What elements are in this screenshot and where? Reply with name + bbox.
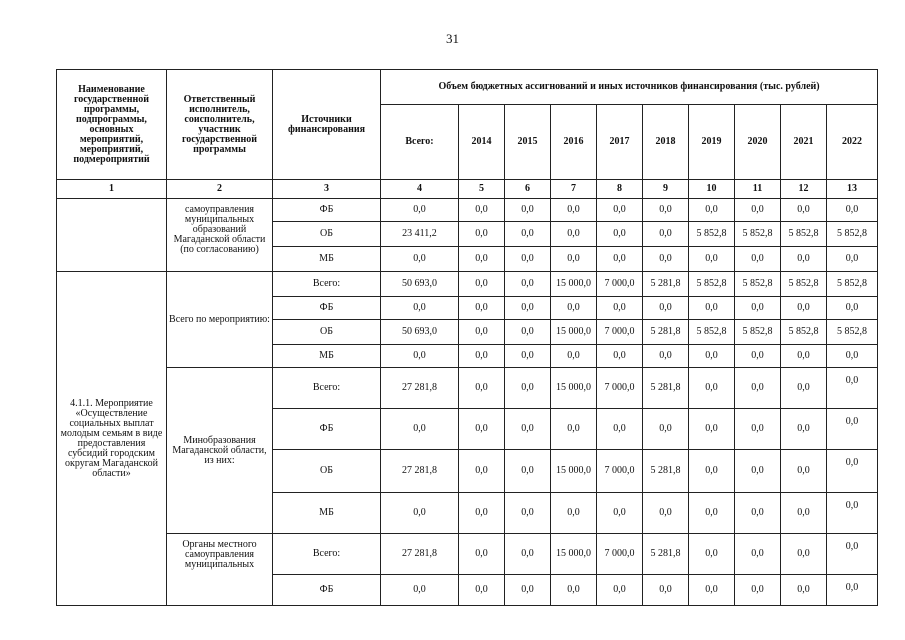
- value-cell: 0,0: [735, 493, 781, 534]
- header-year: 2020: [735, 105, 781, 180]
- value-cell: 5 852,8: [735, 320, 781, 345]
- value-cell: 0,0: [381, 297, 459, 320]
- source-cell: ОБ: [273, 320, 381, 345]
- value-cell: 0,0: [827, 199, 878, 222]
- header-year: 2016: [551, 105, 597, 180]
- value-cell: 0,0: [781, 199, 827, 222]
- value-cell: 0,0: [459, 272, 505, 297]
- value-cell: 0,0: [505, 345, 551, 368]
- column-number: 6: [505, 180, 551, 199]
- value-cell: 50 693,0: [381, 272, 459, 297]
- header-sources: Источники финансирования: [273, 70, 381, 180]
- value-cell: 0,0: [505, 409, 551, 450]
- source-cell: Всего:: [273, 368, 381, 409]
- value-cell: 0,0: [551, 345, 597, 368]
- value-cell: 0,0: [735, 297, 781, 320]
- source-cell: ФБ: [273, 297, 381, 320]
- header-year: 2022: [827, 105, 878, 180]
- value-cell: 0,0: [689, 450, 735, 493]
- source-cell: ФБ: [273, 409, 381, 450]
- value-cell: 0,0: [459, 450, 505, 493]
- value-cell: 5 852,8: [689, 320, 735, 345]
- column-number: 4: [381, 180, 459, 199]
- value-cell: 5 281,8: [643, 450, 689, 493]
- value-cell: 7 000,0: [597, 368, 643, 409]
- value-cell: 0,0: [643, 409, 689, 450]
- value-cell: 0,0: [551, 222, 597, 247]
- value-cell: 7 000,0: [597, 534, 643, 575]
- value-cell: 0,0: [689, 297, 735, 320]
- value-cell: 0,0: [643, 247, 689, 272]
- value-cell: 0,0: [827, 247, 878, 272]
- value-cell: 0,0: [643, 575, 689, 606]
- source-cell: МБ: [273, 345, 381, 368]
- page-number: 31: [446, 31, 459, 46]
- value-cell: 50 693,0: [381, 320, 459, 345]
- value-cell: 0,0: [781, 368, 827, 409]
- value-cell: 0,0: [735, 199, 781, 222]
- value-cell: 5 852,8: [781, 222, 827, 247]
- header-year: 2017: [597, 105, 643, 180]
- table-row: [57, 272, 878, 297]
- value-cell: 0,0: [781, 345, 827, 368]
- value-cell: 7 000,0: [597, 320, 643, 345]
- value-cell: 5 852,8: [735, 272, 781, 297]
- value-cell: 23 411,2: [381, 222, 459, 247]
- header-year: 2015: [505, 105, 551, 180]
- value-cell: 0,0: [597, 222, 643, 247]
- header-total: Всего:: [381, 105, 459, 180]
- source-cell: ФБ: [273, 199, 381, 222]
- value-cell: 5 852,8: [689, 272, 735, 297]
- value-cell: 0,0: [643, 493, 689, 534]
- value-cell: 0,0: [505, 534, 551, 575]
- value-cell: 15 000,0: [551, 272, 597, 297]
- value-cell: 0,0: [381, 345, 459, 368]
- value-cell: 5 281,8: [643, 272, 689, 297]
- value-cell: 0,0: [381, 409, 459, 450]
- value-cell: 0,0: [597, 345, 643, 368]
- value-cell: 0,0: [827, 345, 878, 368]
- value-cell: 0,0: [459, 493, 505, 534]
- column-number: 13: [827, 180, 878, 199]
- column-number: 3: [273, 180, 381, 199]
- value-cell: 0,0: [827, 368, 878, 409]
- column-number: 2: [167, 180, 273, 199]
- value-cell: 0,0: [689, 247, 735, 272]
- value-cell: 5 281,8: [643, 534, 689, 575]
- value-cell: 0,0: [551, 199, 597, 222]
- value-cell: 0,0: [781, 297, 827, 320]
- value-cell: 0,0: [381, 493, 459, 534]
- source-cell: МБ: [273, 493, 381, 534]
- value-cell: 0,0: [643, 345, 689, 368]
- column-number: 5: [459, 180, 505, 199]
- value-cell: 0,0: [597, 493, 643, 534]
- value-cell: 0,0: [459, 222, 505, 247]
- value-cell: 0,0: [827, 534, 878, 575]
- value-cell: 0,0: [827, 450, 878, 493]
- value-cell: 0,0: [643, 199, 689, 222]
- value-cell: 5 281,8: [643, 320, 689, 345]
- value-cell: 0,0: [551, 409, 597, 450]
- table-row: [57, 534, 878, 575]
- header-year: 2019: [689, 105, 735, 180]
- value-cell: 15 000,0: [551, 368, 597, 409]
- value-cell: 0,0: [597, 297, 643, 320]
- value-cell: 0,0: [735, 409, 781, 450]
- value-cell: 0,0: [597, 199, 643, 222]
- source-cell: ФБ: [273, 575, 381, 606]
- value-cell: 0,0: [827, 297, 878, 320]
- value-cell: 5 281,8: [643, 368, 689, 409]
- header-year: 2018: [643, 105, 689, 180]
- table-row: [57, 368, 878, 409]
- value-cell: 15 000,0: [551, 320, 597, 345]
- value-cell: 0,0: [689, 534, 735, 575]
- value-cell: 5 852,8: [781, 320, 827, 345]
- value-cell: 0,0: [781, 450, 827, 493]
- value-cell: 5 852,8: [827, 272, 878, 297]
- value-cell: 0,0: [505, 247, 551, 272]
- source-cell: ОБ: [273, 450, 381, 493]
- source-cell: МБ: [273, 247, 381, 272]
- header-executor: Ответственный исполнитель, соисполнитель, участник государственной программы: [167, 70, 273, 180]
- value-cell: 0,0: [505, 450, 551, 493]
- value-cell: 5 852,8: [827, 320, 878, 345]
- value-cell: 5 852,8: [827, 222, 878, 247]
- value-cell: 0,0: [735, 575, 781, 606]
- value-cell: 0,0: [597, 247, 643, 272]
- value-cell: 0,0: [505, 320, 551, 345]
- value-cell: 0,0: [735, 450, 781, 493]
- value-cell: 0,0: [735, 534, 781, 575]
- value-cell: 0,0: [381, 247, 459, 272]
- header-budget-group: Объем бюджетных ассигнований и иных источников финансирования (тыс. рублей): [381, 70, 878, 105]
- source-cell: Всего:: [273, 272, 381, 297]
- value-cell: 0,0: [505, 199, 551, 222]
- value-cell: 0,0: [381, 575, 459, 606]
- measure-name-cell: 4.1.1. Мероприятие «Осуществление социальных выплат молодым семьям в виде предоставления субсидий городским округам Магаданской области»: [57, 272, 167, 606]
- value-cell: 0,0: [505, 297, 551, 320]
- value-cell: 0,0: [827, 409, 878, 450]
- value-cell: 0,0: [505, 272, 551, 297]
- value-cell: 0,0: [505, 368, 551, 409]
- header-year: 2014: [459, 105, 505, 180]
- value-cell: 0,0: [781, 534, 827, 575]
- value-cell: 0,0: [689, 368, 735, 409]
- value-cell: 0,0: [459, 534, 505, 575]
- source-cell: ОБ: [273, 222, 381, 247]
- column-number: 11: [735, 180, 781, 199]
- executor-cell: Органы местного самоуправления муниципальных: [167, 534, 273, 606]
- column-number: 7: [551, 180, 597, 199]
- header-year: 2021: [781, 105, 827, 180]
- value-cell: 0,0: [643, 297, 689, 320]
- value-cell: 0,0: [689, 409, 735, 450]
- value-cell: 0,0: [551, 297, 597, 320]
- value-cell: 0,0: [735, 345, 781, 368]
- value-cell: 15 000,0: [551, 450, 597, 493]
- value-cell: 27 281,8: [381, 450, 459, 493]
- source-cell: Всего:: [273, 534, 381, 575]
- column-number: 9: [643, 180, 689, 199]
- column-number: 12: [781, 180, 827, 199]
- executor-cell: Минобразования Магаданской области, из них:: [167, 368, 273, 534]
- empty-name-cell: [57, 199, 167, 272]
- value-cell: 0,0: [381, 199, 459, 222]
- value-cell: 5 852,8: [735, 222, 781, 247]
- value-cell: 0,0: [781, 493, 827, 534]
- value-cell: 0,0: [689, 493, 735, 534]
- value-cell: 27 281,8: [381, 534, 459, 575]
- value-cell: 0,0: [643, 222, 689, 247]
- executor-cell: Всего по мероприятию:: [167, 272, 273, 368]
- value-cell: 0,0: [551, 493, 597, 534]
- value-cell: 0,0: [551, 247, 597, 272]
- value-cell: 0,0: [735, 247, 781, 272]
- value-cell: 0,0: [781, 409, 827, 450]
- value-cell: 0,0: [459, 575, 505, 606]
- value-cell: 0,0: [459, 199, 505, 222]
- value-cell: 7 000,0: [597, 272, 643, 297]
- value-cell: 0,0: [459, 320, 505, 345]
- value-cell: 5 852,8: [689, 222, 735, 247]
- value-cell: 0,0: [597, 575, 643, 606]
- column-number: 1: [57, 180, 167, 199]
- value-cell: 0,0: [505, 575, 551, 606]
- value-cell: 0,0: [459, 247, 505, 272]
- value-cell: 0,0: [597, 409, 643, 450]
- column-number: 8: [597, 180, 643, 199]
- value-cell: 0,0: [459, 297, 505, 320]
- value-cell: 0,0: [689, 199, 735, 222]
- value-cell: 0,0: [827, 493, 878, 534]
- value-cell: 0,0: [735, 368, 781, 409]
- value-cell: 27 281,8: [381, 368, 459, 409]
- value-cell: 7 000,0: [597, 450, 643, 493]
- value-cell: 0,0: [827, 575, 878, 606]
- executor-cell: самоуправления муниципальных образований Магаданской области (по согласованию): [167, 199, 273, 272]
- value-cell: 0,0: [505, 493, 551, 534]
- value-cell: 0,0: [459, 345, 505, 368]
- financing-table: [56, 69, 878, 606]
- value-cell: 0,0: [689, 575, 735, 606]
- value-cell: 0,0: [459, 368, 505, 409]
- value-cell: 0,0: [505, 222, 551, 247]
- value-cell: 15 000,0: [551, 534, 597, 575]
- column-number: 10: [689, 180, 735, 199]
- table-row: [57, 199, 878, 222]
- value-cell: 0,0: [551, 575, 597, 606]
- value-cell: 5 852,8: [781, 272, 827, 297]
- header-program-name: Наименование государственной программы, подпрограммы, основных мероприятий, мероприятий, подмероприятий: [57, 70, 167, 180]
- value-cell: 0,0: [781, 247, 827, 272]
- value-cell: 0,0: [781, 575, 827, 606]
- value-cell: 0,0: [459, 409, 505, 450]
- value-cell: 0,0: [689, 345, 735, 368]
